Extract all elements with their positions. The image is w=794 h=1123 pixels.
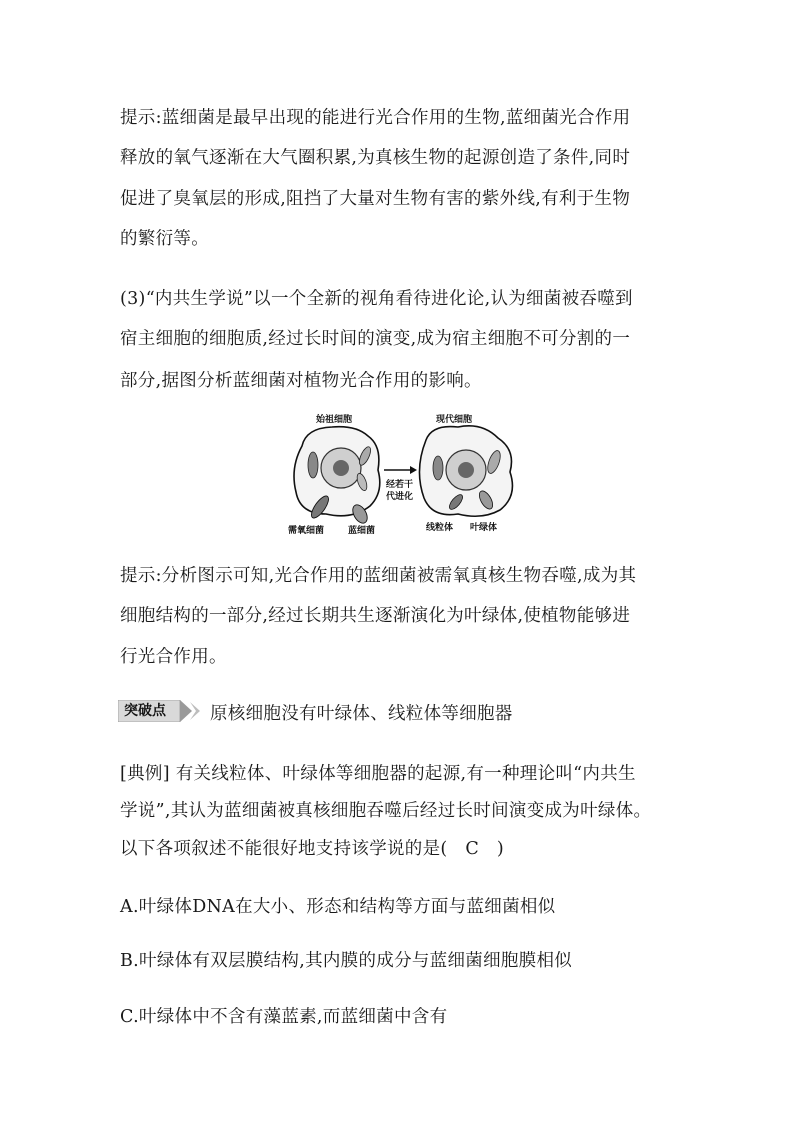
hint-2-line-1: 提示:分析图示可知,光合作用的蓝细菌被需氧真核生物吞噬,成为其	[120, 566, 637, 586]
hint-2-line-2: 细胞结构的一部分,经过长期共生逐渐演化为叶绿体,使植物能够进	[120, 606, 631, 626]
hint-1-line-4: 的繁衍等。	[120, 229, 209, 249]
arrow-label-2: 代进化	[386, 492, 414, 502]
label-cyanobacteria: 蓝细菌	[348, 526, 376, 536]
hint-1-line-3: 促进了臭氧层的形成,阻挡了大量对生物有害的紫外线,有利于生物	[120, 189, 631, 209]
hint-1-line-1: 提示:蓝细菌是最早出现的能进行光合作用的生物,蓝细菌光合作用	[120, 108, 631, 128]
left-cell-title: 始祖细胞	[316, 415, 353, 425]
label-chloroplast: 叶绿体	[470, 523, 498, 533]
section-heading: 原核细胞没有叶绿体、线粒体等细胞器	[210, 704, 513, 724]
option-c: C.叶绿体中不含有藻蓝素,而蓝细菌中含有	[120, 1007, 448, 1027]
option-b: B.叶绿体有双层膜结构,其内膜的成分与蓝细菌细胞膜相似	[120, 951, 573, 971]
example-line-3: 以下各项叙述不能很好地支持该学说的是( C )	[120, 839, 504, 859]
label-aerobic-bacteria: 需氧细菌	[288, 526, 325, 536]
question-3-line-2: 宿主细胞的细胞质,经过长时间的演变,成为宿主细胞不可分割的一	[120, 329, 631, 349]
question-3-line-3: 部分,据图分析蓝细菌对植物光合作用的影响。	[120, 371, 482, 391]
arrow-label-1: 经若干	[386, 480, 414, 490]
right-organelle-1	[433, 456, 443, 480]
label-mitochondria: 线粒体	[426, 523, 454, 533]
option-a: A.叶绿体DNA在大小、形态和结构等方面与蓝细菌相似	[120, 897, 556, 917]
example-line-1: [典例] 有关线粒体、叶绿体等细胞器的起源,有一种理论叫“内共生	[120, 764, 636, 784]
modern-nucleolus	[458, 462, 474, 478]
hint-2-line-3: 行光合作用。	[120, 647, 227, 667]
endosymbiosis-figure	[286, 410, 522, 538]
example-line-2: 学说”,其认为蓝细菌被真核细胞吞噬后经过长时间演变成为叶绿体。	[120, 801, 652, 821]
hint-1-line-2: 释放的氧气逐渐在大气圈积累,为真核生物的起源创造了条件,同时	[120, 148, 631, 168]
right-cell-title: 现代细胞	[436, 415, 473, 425]
section-tag-text: 突破点	[124, 703, 166, 719]
ancestral-nucleolus	[333, 460, 349, 476]
left-organelle-1	[308, 452, 318, 478]
question-3-line-1: (3)“内共生学说”以一个全新的视角看待进化论,认为细菌被吞噬到	[120, 289, 633, 309]
evolution-arrow-head	[410, 466, 417, 474]
